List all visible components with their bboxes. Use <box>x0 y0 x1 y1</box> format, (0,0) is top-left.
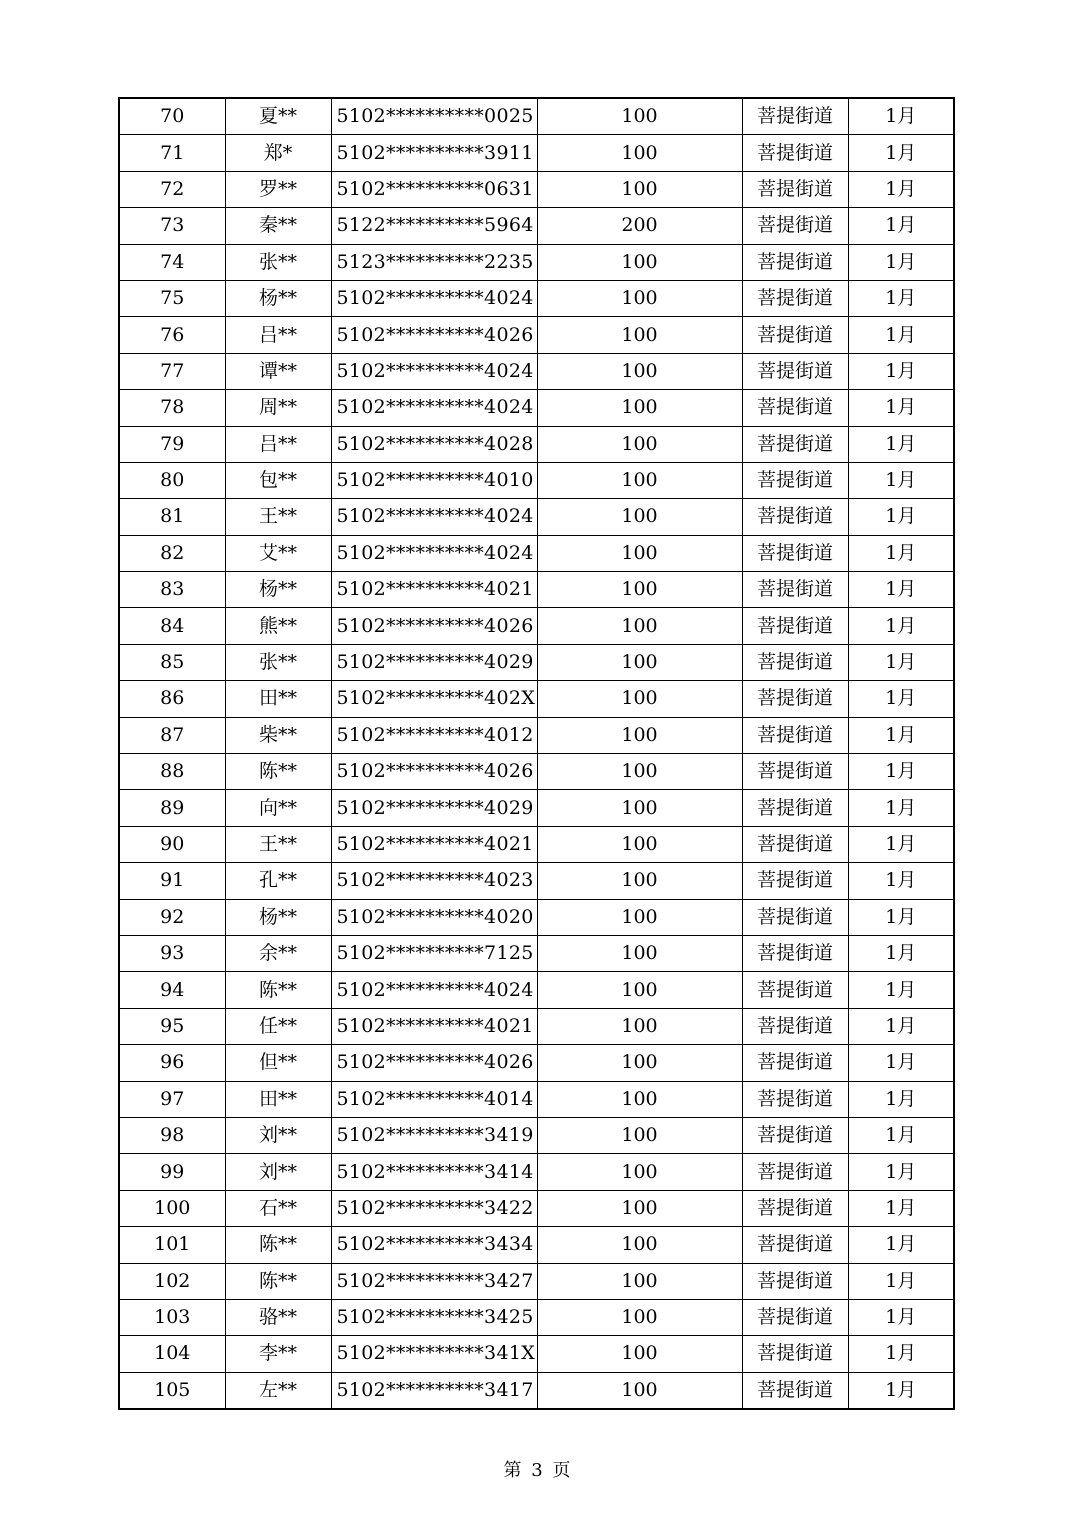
row-index-cell: 104 <box>119 1336 225 1372</box>
name-cell: 向** <box>225 790 331 826</box>
id-number-cell: 5102**********341X <box>331 1336 537 1372</box>
table-body <box>119 98 954 1409</box>
month-cell: 1月 <box>848 972 954 1008</box>
amount-cell: 100 <box>537 390 742 426</box>
amount-cell: 100 <box>537 353 742 389</box>
name-cell: 熊** <box>225 608 331 644</box>
id-number-cell: 5102**********4020 <box>331 899 537 935</box>
district-cell: 菩提街道 <box>742 754 848 790</box>
table-row <box>119 1227 954 1263</box>
id-number-cell: 5102**********4024 <box>331 390 537 426</box>
row-index-cell: 81 <box>119 499 225 535</box>
district-cell: 菩提街道 <box>742 462 848 498</box>
row-index-cell: 71 <box>119 135 225 171</box>
amount-cell: 100 <box>537 535 742 571</box>
name-cell: 骆** <box>225 1299 331 1335</box>
table-row <box>119 754 954 790</box>
row-index-cell: 92 <box>119 899 225 935</box>
id-number-cell: 5102**********3417 <box>331 1372 537 1409</box>
name-cell: 陈** <box>225 1227 331 1263</box>
id-number-cell: 5102**********4021 <box>331 826 537 862</box>
name-cell: 左** <box>225 1372 331 1409</box>
id-number-cell: 5102**********4024 <box>331 353 537 389</box>
row-index-cell: 97 <box>119 1081 225 1117</box>
month-cell: 1月 <box>848 1008 954 1044</box>
amount-cell: 100 <box>537 1117 742 1153</box>
district-cell: 菩提街道 <box>742 972 848 1008</box>
amount-cell: 100 <box>537 863 742 899</box>
row-index-cell: 98 <box>119 1117 225 1153</box>
month-cell: 1月 <box>848 1081 954 1117</box>
row-index-cell: 91 <box>119 863 225 899</box>
name-cell: 包** <box>225 462 331 498</box>
row-index-cell: 74 <box>119 244 225 280</box>
table-row <box>119 499 954 535</box>
amount-cell: 100 <box>537 1081 742 1117</box>
id-number-cell: 5102**********3911 <box>331 135 537 171</box>
amount-cell: 100 <box>537 572 742 608</box>
id-number-cell: 5102**********402X <box>331 681 537 717</box>
district-cell: 菩提街道 <box>742 572 848 608</box>
month-cell: 1月 <box>848 790 954 826</box>
row-index-cell: 105 <box>119 1372 225 1409</box>
month-cell: 1月 <box>848 135 954 171</box>
row-index-cell: 79 <box>119 426 225 462</box>
table-row <box>119 353 954 389</box>
district-cell: 菩提街道 <box>742 1081 848 1117</box>
name-cell: 杨** <box>225 280 331 316</box>
row-index-cell: 83 <box>119 572 225 608</box>
district-cell: 菩提街道 <box>742 135 848 171</box>
month-cell: 1月 <box>848 1190 954 1226</box>
month-cell: 1月 <box>848 98 954 135</box>
amount-cell: 100 <box>537 1372 742 1409</box>
name-cell: 柴** <box>225 717 331 753</box>
name-cell: 吕** <box>225 317 331 353</box>
district-cell: 菩提街道 <box>742 208 848 244</box>
table-row <box>119 462 954 498</box>
name-cell: 罗** <box>225 171 331 207</box>
name-cell: 秦** <box>225 208 331 244</box>
amount-cell: 100 <box>537 1263 742 1299</box>
id-number-cell: 5102**********4012 <box>331 717 537 753</box>
district-cell: 菩提街道 <box>742 644 848 680</box>
month-cell: 1月 <box>848 754 954 790</box>
amount-cell: 100 <box>537 1190 742 1226</box>
month-cell: 1月 <box>848 572 954 608</box>
month-cell: 1月 <box>848 244 954 280</box>
id-number-cell: 5102**********4026 <box>331 317 537 353</box>
id-number-cell: 5102**********0025 <box>331 98 537 135</box>
row-index-cell: 102 <box>119 1263 225 1299</box>
district-cell: 菩提街道 <box>742 1227 848 1263</box>
month-cell: 1月 <box>848 317 954 353</box>
table-row <box>119 1117 954 1153</box>
table-row <box>119 171 954 207</box>
name-cell: 张** <box>225 244 331 280</box>
district-cell: 菩提街道 <box>742 1372 848 1409</box>
district-cell: 菩提街道 <box>742 280 848 316</box>
amount-cell: 100 <box>537 1299 742 1335</box>
name-cell: 陈** <box>225 1263 331 1299</box>
table-row <box>119 899 954 935</box>
month-cell: 1月 <box>848 280 954 316</box>
district-cell: 菩提街道 <box>742 1190 848 1226</box>
row-index-cell: 84 <box>119 608 225 644</box>
id-number-cell: 5122**********5964 <box>331 208 537 244</box>
id-number-cell: 5102**********4029 <box>331 644 537 680</box>
name-cell: 余** <box>225 935 331 971</box>
amount-cell: 100 <box>537 171 742 207</box>
id-number-cell: 5102**********4024 <box>331 499 537 535</box>
row-index-cell: 93 <box>119 935 225 971</box>
name-cell: 杨** <box>225 572 331 608</box>
amount-cell: 100 <box>537 1045 742 1081</box>
amount-cell: 100 <box>537 244 742 280</box>
month-cell: 1月 <box>848 1372 954 1409</box>
id-number-cell: 5102**********0631 <box>331 171 537 207</box>
table-row <box>119 135 954 171</box>
amount-cell: 100 <box>537 98 742 135</box>
id-number-cell: 5102**********4028 <box>331 426 537 462</box>
table-row <box>119 1190 954 1226</box>
month-cell: 1月 <box>848 1299 954 1335</box>
month-cell: 1月 <box>848 681 954 717</box>
row-index-cell: 77 <box>119 353 225 389</box>
month-cell: 1月 <box>848 935 954 971</box>
table-row <box>119 608 954 644</box>
district-cell: 菩提街道 <box>742 863 848 899</box>
district-cell: 菩提街道 <box>742 98 848 135</box>
row-index-cell: 94 <box>119 972 225 1008</box>
row-index-cell: 75 <box>119 280 225 316</box>
id-number-cell: 5123**********2235 <box>331 244 537 280</box>
table-row <box>119 972 954 1008</box>
row-index-cell: 87 <box>119 717 225 753</box>
name-cell: 田** <box>225 681 331 717</box>
name-cell: 王** <box>225 499 331 535</box>
name-cell: 但** <box>225 1045 331 1081</box>
table-row <box>119 1154 954 1190</box>
table-row <box>119 208 954 244</box>
row-index-cell: 95 <box>119 1008 225 1044</box>
name-cell: 刘** <box>225 1154 331 1190</box>
table-row <box>119 1299 954 1335</box>
row-index-cell: 85 <box>119 644 225 680</box>
name-cell: 田** <box>225 1081 331 1117</box>
amount-cell: 100 <box>537 935 742 971</box>
district-cell: 菩提街道 <box>742 935 848 971</box>
district-cell: 菩提街道 <box>742 244 848 280</box>
name-cell: 任** <box>225 1008 331 1044</box>
table-row <box>119 1008 954 1044</box>
id-number-cell: 5102**********4021 <box>331 1008 537 1044</box>
district-cell: 菩提街道 <box>742 390 848 426</box>
table-row <box>119 717 954 753</box>
amount-cell: 100 <box>537 426 742 462</box>
table-row <box>119 98 954 135</box>
table-row <box>119 681 954 717</box>
month-cell: 1月 <box>848 1045 954 1081</box>
month-cell: 1月 <box>848 899 954 935</box>
id-number-cell: 5102**********3419 <box>331 1117 537 1153</box>
month-cell: 1月 <box>848 1154 954 1190</box>
month-cell: 1月 <box>848 826 954 862</box>
row-index-cell: 76 <box>119 317 225 353</box>
month-cell: 1月 <box>848 1336 954 1372</box>
district-cell: 菩提街道 <box>742 535 848 571</box>
name-cell: 周** <box>225 390 331 426</box>
district-cell: 菩提街道 <box>742 1117 848 1153</box>
month-cell: 1月 <box>848 171 954 207</box>
name-cell: 王** <box>225 826 331 862</box>
row-index-cell: 103 <box>119 1299 225 1335</box>
table-row <box>119 863 954 899</box>
district-cell: 菩提街道 <box>742 899 848 935</box>
month-cell: 1月 <box>848 462 954 498</box>
id-number-cell: 5102**********4026 <box>331 608 537 644</box>
table-row <box>119 1045 954 1081</box>
amount-cell: 100 <box>537 1227 742 1263</box>
month-cell: 1月 <box>848 426 954 462</box>
row-index-cell: 80 <box>119 462 225 498</box>
name-cell: 杨** <box>225 899 331 935</box>
id-number-cell: 5102**********3422 <box>331 1190 537 1226</box>
month-cell: 1月 <box>848 390 954 426</box>
name-cell: 石** <box>225 1190 331 1226</box>
id-number-cell: 5102**********3425 <box>331 1299 537 1335</box>
id-number-cell: 5102**********4026 <box>331 754 537 790</box>
id-number-cell: 5102**********3434 <box>331 1227 537 1263</box>
amount-cell: 100 <box>537 754 742 790</box>
table-row <box>119 280 954 316</box>
month-cell: 1月 <box>848 1263 954 1299</box>
page-number: 第 3 页 <box>503 1460 571 1481</box>
name-cell: 谭** <box>225 353 331 389</box>
district-cell: 菩提街道 <box>742 499 848 535</box>
district-cell: 菩提街道 <box>742 426 848 462</box>
table-row <box>119 426 954 462</box>
row-index-cell: 96 <box>119 1045 225 1081</box>
table-row <box>119 935 954 971</box>
amount-cell: 100 <box>537 499 742 535</box>
month-cell: 1月 <box>848 535 954 571</box>
row-index-cell: 72 <box>119 171 225 207</box>
data-table <box>118 97 955 1410</box>
row-index-cell: 89 <box>119 790 225 826</box>
row-index-cell: 86 <box>119 681 225 717</box>
id-number-cell: 5102**********4029 <box>331 790 537 826</box>
month-cell: 1月 <box>848 499 954 535</box>
id-number-cell: 5102**********4024 <box>331 535 537 571</box>
id-number-cell: 5102**********4026 <box>331 1045 537 1081</box>
amount-cell: 100 <box>537 644 742 680</box>
table-row <box>119 1081 954 1117</box>
district-cell: 菩提街道 <box>742 826 848 862</box>
district-cell: 菩提街道 <box>742 1336 848 1372</box>
id-number-cell: 5102**********3427 <box>331 1263 537 1299</box>
name-cell: 吕** <box>225 426 331 462</box>
table-row <box>119 790 954 826</box>
amount-cell: 100 <box>537 280 742 316</box>
row-index-cell: 82 <box>119 535 225 571</box>
amount-cell: 100 <box>537 135 742 171</box>
table-row <box>119 644 954 680</box>
row-index-cell: 90 <box>119 826 225 862</box>
name-cell: 孔** <box>225 863 331 899</box>
district-cell: 菩提街道 <box>742 681 848 717</box>
table-row <box>119 317 954 353</box>
row-index-cell: 73 <box>119 208 225 244</box>
row-index-cell: 101 <box>119 1227 225 1263</box>
name-cell: 张** <box>225 644 331 680</box>
amount-cell: 100 <box>537 899 742 935</box>
amount-cell: 100 <box>537 1336 742 1372</box>
district-cell: 菩提街道 <box>742 790 848 826</box>
table-row <box>119 535 954 571</box>
table-row <box>119 1263 954 1299</box>
district-cell: 菩提街道 <box>742 608 848 644</box>
district-cell: 菩提街道 <box>742 353 848 389</box>
name-cell: 陈** <box>225 754 331 790</box>
id-number-cell: 5102**********4023 <box>331 863 537 899</box>
month-cell: 1月 <box>848 1117 954 1153</box>
id-number-cell: 5102**********4014 <box>331 1081 537 1117</box>
district-cell: 菩提街道 <box>742 717 848 753</box>
amount-cell: 100 <box>537 826 742 862</box>
district-cell: 菩提街道 <box>742 1299 848 1335</box>
name-cell: 陈** <box>225 972 331 1008</box>
district-cell: 菩提街道 <box>742 1154 848 1190</box>
amount-cell: 100 <box>537 790 742 826</box>
name-cell: 郑* <box>225 135 331 171</box>
table-row <box>119 244 954 280</box>
table-row <box>119 1336 954 1372</box>
amount-cell: 100 <box>537 681 742 717</box>
district-cell: 菩提街道 <box>742 1045 848 1081</box>
table-row <box>119 826 954 862</box>
row-index-cell: 78 <box>119 390 225 426</box>
row-index-cell: 88 <box>119 754 225 790</box>
row-index-cell: 70 <box>119 98 225 135</box>
month-cell: 1月 <box>848 608 954 644</box>
id-number-cell: 5102**********4024 <box>331 972 537 1008</box>
amount-cell: 100 <box>537 972 742 1008</box>
amount-cell: 100 <box>537 608 742 644</box>
id-number-cell: 5102**********3414 <box>331 1154 537 1190</box>
id-number-cell: 5102**********7125 <box>331 935 537 971</box>
month-cell: 1月 <box>848 1227 954 1263</box>
month-cell: 1月 <box>848 353 954 389</box>
district-cell: 菩提街道 <box>742 1263 848 1299</box>
district-cell: 菩提街道 <box>742 317 848 353</box>
month-cell: 1月 <box>848 863 954 899</box>
district-cell: 菩提街道 <box>742 1008 848 1044</box>
name-cell: 刘** <box>225 1117 331 1153</box>
month-cell: 1月 <box>848 208 954 244</box>
row-index-cell: 100 <box>119 1190 225 1226</box>
month-cell: 1月 <box>848 644 954 680</box>
row-index-cell: 99 <box>119 1154 225 1190</box>
table-row <box>119 572 954 608</box>
id-number-cell: 5102**********4010 <box>331 462 537 498</box>
id-number-cell: 5102**********4024 <box>331 280 537 316</box>
id-number-cell: 5102**********4021 <box>331 572 537 608</box>
name-cell: 李** <box>225 1336 331 1372</box>
amount-cell: 200 <box>537 208 742 244</box>
amount-cell: 100 <box>537 1154 742 1190</box>
amount-cell: 100 <box>537 462 742 498</box>
table-row <box>119 1372 954 1409</box>
amount-cell: 100 <box>537 717 742 753</box>
month-cell: 1月 <box>848 717 954 753</box>
name-cell: 夏** <box>225 98 331 135</box>
table-row <box>119 390 954 426</box>
district-cell: 菩提街道 <box>742 171 848 207</box>
name-cell: 艾** <box>225 535 331 571</box>
amount-cell: 100 <box>537 1008 742 1044</box>
amount-cell: 100 <box>537 317 742 353</box>
